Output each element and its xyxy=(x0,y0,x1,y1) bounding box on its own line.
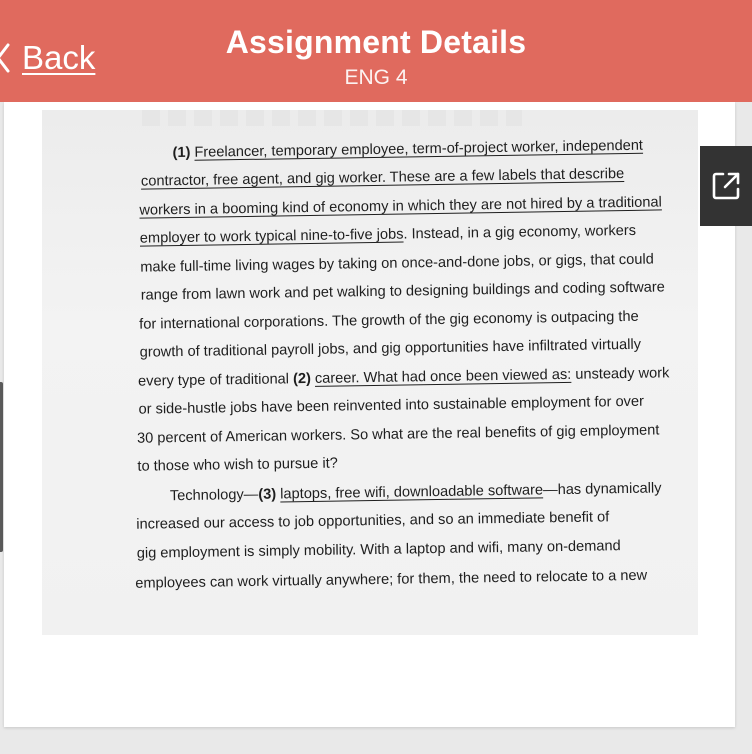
document-text xyxy=(38,105,706,640)
text-run: (1) xyxy=(172,144,195,162)
text-run: workers in a booming kind of economy in which they are not hired by a traditional xyxy=(139,194,662,219)
document-line xyxy=(138,363,670,391)
text-run: contractor, free agent, and gig worker. These are a few labels that describe xyxy=(140,166,625,190)
document-line xyxy=(138,392,644,420)
text-run: make full-time living wages by taking on once-and-done jobs, or gigs, that could xyxy=(140,251,654,276)
document-line xyxy=(172,136,643,163)
text-run: (2) xyxy=(292,370,316,388)
document-line xyxy=(140,250,654,278)
document-line xyxy=(139,307,639,335)
text-run: career. What had once been viewed as: xyxy=(314,366,572,387)
text-run: employer to work typical nine-to-five jobs xyxy=(139,226,404,247)
open-external-button[interactable] xyxy=(700,146,752,226)
page-subtitle: ENG 4 xyxy=(344,66,408,89)
document-line xyxy=(140,335,642,363)
text-run: to those who wish to pursue it? xyxy=(137,455,338,475)
text-run: unsteady work xyxy=(571,365,670,383)
app-header xyxy=(0,0,752,102)
document-line xyxy=(137,536,621,564)
text-run: for international corporations. The growth of the gig economy is outpacing the xyxy=(139,308,639,333)
document-line xyxy=(170,478,662,506)
document-viewer[interactable] xyxy=(0,102,752,754)
text-run: . Instead, in a gig economy, workers xyxy=(403,222,637,243)
text-run: growth of traditional payroll jobs, and gig opportunities have infiltrated virtually xyxy=(139,336,642,361)
text-run: Freelancer, temporary employee, term-of-project worker, independent xyxy=(194,137,644,161)
text-run: employees can work virtually anywhere; for them, the need to relocate to a new xyxy=(135,567,648,592)
document-line xyxy=(140,221,636,249)
text-run: gig employment is simply mobility. With a laptop and wifi, many on-demand xyxy=(136,538,621,562)
text-run: every type of traditional xyxy=(137,371,294,390)
text-run: or side-hustle jobs have been reinvented into sustainable employment for over xyxy=(138,393,645,418)
text-run: Technology— xyxy=(169,486,259,505)
text-run: (3) xyxy=(258,486,281,503)
text-run: 30 percent of American workers. So what are the real benefits of gig employment xyxy=(136,422,660,447)
text-run: —has dynamically xyxy=(542,480,662,499)
document-line xyxy=(136,507,609,534)
text-run: range from lawn work and pet walking to designing buildings and coding software xyxy=(140,279,665,304)
document-line xyxy=(137,420,660,448)
text-run: laptops, free wifi, downloadable software xyxy=(280,482,544,503)
document-line xyxy=(137,454,338,477)
scroll-edge-indicator xyxy=(0,382,3,552)
back-label: Back xyxy=(22,39,96,76)
document-line xyxy=(141,164,624,192)
document-page xyxy=(4,102,735,727)
open-external-icon xyxy=(709,169,743,203)
document-line xyxy=(139,192,662,220)
document-line xyxy=(141,277,665,305)
document-line xyxy=(135,566,647,594)
text-run: increased our access to job opportunities, and so an immediate benefit of xyxy=(136,509,610,533)
page-title: Assignment Details xyxy=(225,24,527,60)
